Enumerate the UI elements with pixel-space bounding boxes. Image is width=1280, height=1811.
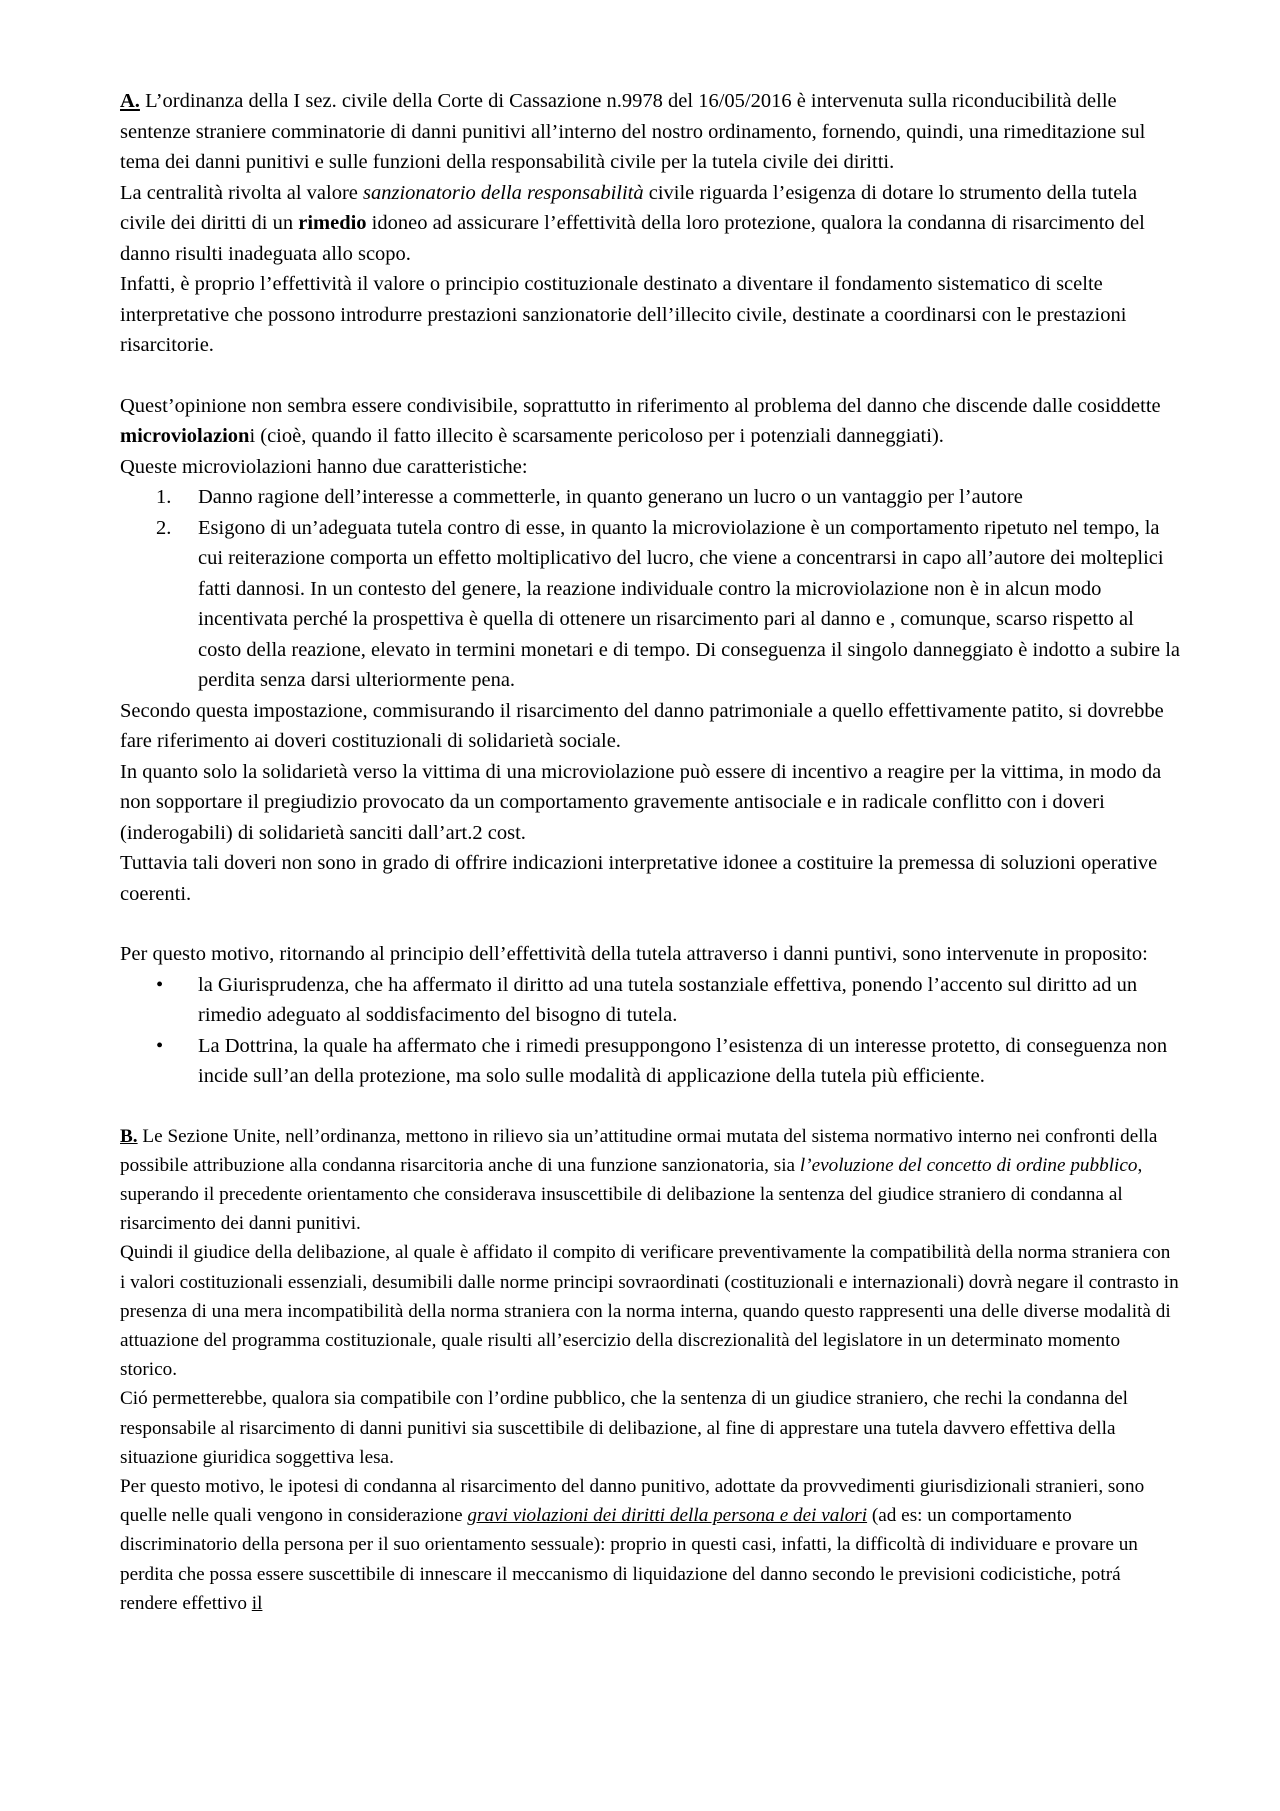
list-item: • la Giurisprudenza, che ha affermato il diritto ad una tutela sostanziale effettiva, ponendo l’accento sul diritto ad un rimedio adeguato al soddisfacimento del bisogno di tutela. <box>120 970 1180 1031</box>
spacer <box>120 909 1180 939</box>
section-b-label: B. <box>120 1125 138 1147</box>
list-marker: 2. <box>156 516 172 539</box>
section-a-paragraph-5: Queste microviolazioni hanno due caratteristiche: <box>120 455 528 478</box>
section-b-paragraph-2: Quindi il giudice della delibazione, al quale è affidato il compito di verificare preventivamente la compatibilità della norma straniera con i valori costituzionali essenziali, desumibili dalle norme principi sovraordinati (costituzionali e internazionali) dovrà negare il contrasto in presenza di una mera incompatibilità della norma straniera con la norma interna, quando questo rappresenti una delle diverse modalità di attuazione del programma costituzionale, quale risulti all’esercizio della discrezionalità del legislatore in un determinato momento storico. <box>120 1242 1179 1381</box>
section-a-paragraph-2: La centralità rivolta al valore sanzionatorio della responsabilità civile riguarda l’esigenza di dotare lo strumento della tutela civile dei diritti di un rimedio idoneo ad assicurare l’effettività della loro protezione, qualora la condanna di risarcimento del danno risulti inadeguata allo scopo. <box>120 181 1145 265</box>
list-item: • La Dottrina, la quale ha affermato che i rimedi presuppongono l’esistenza di un interesse protetto, di conseguenza non incide sull’an della protezione, ma solo sulle modalità di applicazione della tutela più efficiente. <box>120 1031 1180 1092</box>
list-item: 2. Esigono di un’adeguata tutela contro di esse, in quanto la microviolazione è un comportamento ripetuto nel tempo, la cui reiterazione comporta un effetto moltiplicativo del lucro, che viene a concentrarsi in capo all’autore dei molteplici fatti dannosi. In un contesto del genere, la reazione individuale contro la microviolazione non è in alcun modo incentivata perché la prospettiva è quella di ottenere un risarcimento pari al danno e , comunque, scarso rispetto al costo della reazione, elevato in termini monetari e di tempo. Di conseguenza il singolo danneggiato è indotto a subire la perdita senza darsi ulteriormente pena. <box>120 513 1180 696</box>
section-a-label: A. <box>120 90 140 112</box>
list-marker: 1. <box>156 486 172 508</box>
section-b-paragraph-1: B. Le Sezione Unite, nell’ordinanza, mettono in rilievo sia un’attitudine ormai mutata del sistema normativo interno nei confronti della possibile attribuzione alla condanna risarcitoria anche di una funzione sanzionatoria, sia l’evoluzione del concetto di ordine pubblico, superando il precedente orientamento che considerava insuscettibile di delibazione la sentenza del giudice straniero di condanna al risarcimento dei danni punitivi. <box>120 1125 1158 1235</box>
section-a-paragraph-9: Per questo motivo, ritornando al principio dell’effettività della tutela attraverso i danni puntivi, sono intervenute in proposito: <box>120 943 1148 965</box>
spacer <box>120 361 1180 391</box>
section-a-paragraph-4: Quest’opinione non sembra essere condivisibile, soprattutto in riferimento al problema del danno che discende dalle cosiddette microviolazioni (cioè, quando il fatto illecito è scarsamente pericoloso per i potenziali danneggiati). <box>120 394 1161 447</box>
list-item: 1. Danno ragione dell’interesse a commetterle, in quanto generano un lucro o un vantaggio per l’autore <box>120 482 1180 513</box>
section-a-paragraph-8: Tuttavia tali doveri non sono in grado di offrire indicazioni interpretative idonee a costituire la premessa di soluzioni operative coerenti. <box>120 852 1158 905</box>
numbered-list <box>120 482 1180 696</box>
section-a-paragraph-6: Secondo questa impostazione, commisurando il risarcimento del danno patrimoniale a quello effettivamente patito, si dovrebbe fare riferimento ai doveri costituzionali di solidarietà sociale. <box>120 699 1164 752</box>
spacer <box>120 1092 1180 1122</box>
section-b-paragraph-3: Ció permetterebbe, qualora sia compatibile con l’ordine pubblico, che la sentenza di un giudice straniero, che rechi la condanna del responsabile al risarcimento di danni punitivi sia suscettibile di delibazione, al fine di apprestare una tutela davvero effettiva della situazione giuridica soggettiva lesa. <box>120 1388 1129 1468</box>
section-b <box>120 1122 1180 1618</box>
section-b-paragraph-4: Per questo motivo, le ipotesi di condanna al risarcimento del danno punitivo, adottate da provvedimenti giurisdizionali stranieri, sono quelle nelle quali vengono in considerazione gravi violazioni dei diritti della persona e dei valori (ad es: un comportamento discriminatorio della persona per il suo orientamento sessuale): proprio in questi casi, infatti, la difficoltà di individuare e provare un perdita che possa essere suscettibile di innescare il meccanismo di liquidazione del danno secondo le previsioni codicistiche, potrá rendere effettivo il <box>120 1475 1145 1614</box>
section-a-paragraph-1: A. L’ordinanza della I sez. civile della Corte di Cassazione n.9978 del 16/05/2016 è intervenuta sulla riconducibilità delle sentenze straniere comminatorie di danni punitivi all’interno del nostro ordinamento, fornendo, quindi, una rimeditazione sul tema dei danni punitivi e sulle funzioni della responsabilità civile per la tutela civile dei diritti. <box>120 90 1146 173</box>
section-a-paragraph-7: In quanto solo la solidarietà verso la vittima di una microviolazione può essere di incentivo a reagire per la vittima, in modo da non sopportare il pregiudizio provocato da un comportamento gravemente antisociale e in radicale conflitto con i doveri (inderogabili) di solidarietà sanciti dall’art.2 cost. <box>120 760 1162 844</box>
document-page <box>120 86 1180 1618</box>
bullet-icon: • <box>156 973 164 996</box>
section-a-paragraph-3: Infatti, è proprio l’effettività il valore o principio costituzionale destinato a diventare il fondamento sistematico di scelte interpretative che possono introdurre prestazioni sanzionatorie dell’illecito civile, destinate a coordinarsi con le prestazioni risarcitorie. <box>120 273 1127 356</box>
bullet-list <box>120 970 1180 1092</box>
bullet-icon: • <box>156 1034 164 1057</box>
